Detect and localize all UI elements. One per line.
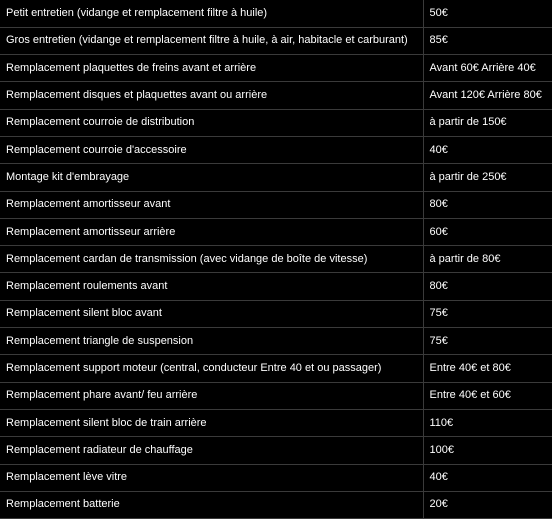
price-cell: Entre 40€ et 60€ bbox=[423, 382, 552, 409]
price-cell: 100€ bbox=[423, 437, 552, 464]
service-cell: Remplacement silent bloc de train arrière bbox=[0, 409, 423, 436]
table-row bbox=[0, 246, 552, 273]
service-cell: Remplacement courroie de distribution bbox=[0, 109, 423, 136]
price-cell: 80€ bbox=[423, 191, 552, 218]
price-cell: 75€ bbox=[423, 328, 552, 355]
table-row bbox=[0, 491, 552, 518]
table-row bbox=[0, 109, 552, 136]
table-row bbox=[0, 355, 552, 382]
table-row bbox=[0, 273, 552, 300]
table-row bbox=[0, 164, 552, 191]
service-cell: Remplacement silent bloc avant bbox=[0, 300, 423, 327]
service-cell: Petit entretien (vidange et remplacement filtre à huile) bbox=[0, 0, 423, 27]
price-cell: 40€ bbox=[423, 136, 552, 163]
service-cell: Remplacement amortisseur avant bbox=[0, 191, 423, 218]
service-cell: Remplacement support moteur (central, conducteur Entre 40 et ou passager) bbox=[0, 355, 423, 382]
table-row bbox=[0, 136, 552, 163]
table-row bbox=[0, 0, 552, 27]
price-cell: 40€ bbox=[423, 464, 552, 491]
service-cell: Remplacement disques et plaquettes avant ou arrière bbox=[0, 82, 423, 109]
price-cell: 85€ bbox=[423, 27, 552, 54]
price-cell: Avant 60€ Arrière 40€ bbox=[423, 55, 552, 82]
price-cell: 75€ bbox=[423, 300, 552, 327]
service-cell: Remplacement amortisseur arrière bbox=[0, 218, 423, 245]
table-row bbox=[0, 218, 552, 245]
price-cell: à partir de 80€ bbox=[423, 246, 552, 273]
price-cell: 20€ bbox=[423, 491, 552, 518]
price-cell: Entre 40€ et 80€ bbox=[423, 355, 552, 382]
table-row bbox=[0, 300, 552, 327]
service-cell: Montage kit d'embrayage bbox=[0, 164, 423, 191]
price-cell: à partir de 150€ bbox=[423, 109, 552, 136]
table-row bbox=[0, 382, 552, 409]
table-row bbox=[0, 464, 552, 491]
table-row bbox=[0, 437, 552, 464]
service-cell: Remplacement batterie bbox=[0, 491, 423, 518]
table-row bbox=[0, 55, 552, 82]
service-cell: Remplacement phare avant/ feu arrière bbox=[0, 382, 423, 409]
service-cell: Remplacement lève vitre bbox=[0, 464, 423, 491]
service-cell: Remplacement roulements avant bbox=[0, 273, 423, 300]
service-cell: Remplacement plaquettes de freins avant et arrière bbox=[0, 55, 423, 82]
price-cell: Avant 120€ Arrière 80€ bbox=[423, 82, 552, 109]
price-cell: 60€ bbox=[423, 218, 552, 245]
service-cell: Remplacement triangle de suspension bbox=[0, 328, 423, 355]
table-row bbox=[0, 82, 552, 109]
price-cell: 50€ bbox=[423, 0, 552, 27]
service-cell: Remplacement radiateur de chauffage bbox=[0, 437, 423, 464]
service-cell: Remplacement cardan de transmission (avec vidange de boîte de vitesse) bbox=[0, 246, 423, 273]
service-cell: Gros entretien (vidange et remplacement filtre à huile, à air, habitacle et carburant) bbox=[0, 27, 423, 54]
table-row bbox=[0, 409, 552, 436]
service-cell: Remplacement courroie d'accessoire bbox=[0, 136, 423, 163]
price-cell: 80€ bbox=[423, 273, 552, 300]
table-row bbox=[0, 27, 552, 54]
table-row bbox=[0, 191, 552, 218]
price-cell: 110€ bbox=[423, 409, 552, 436]
price-cell: à partir de 250€ bbox=[423, 164, 552, 191]
table-row bbox=[0, 328, 552, 355]
